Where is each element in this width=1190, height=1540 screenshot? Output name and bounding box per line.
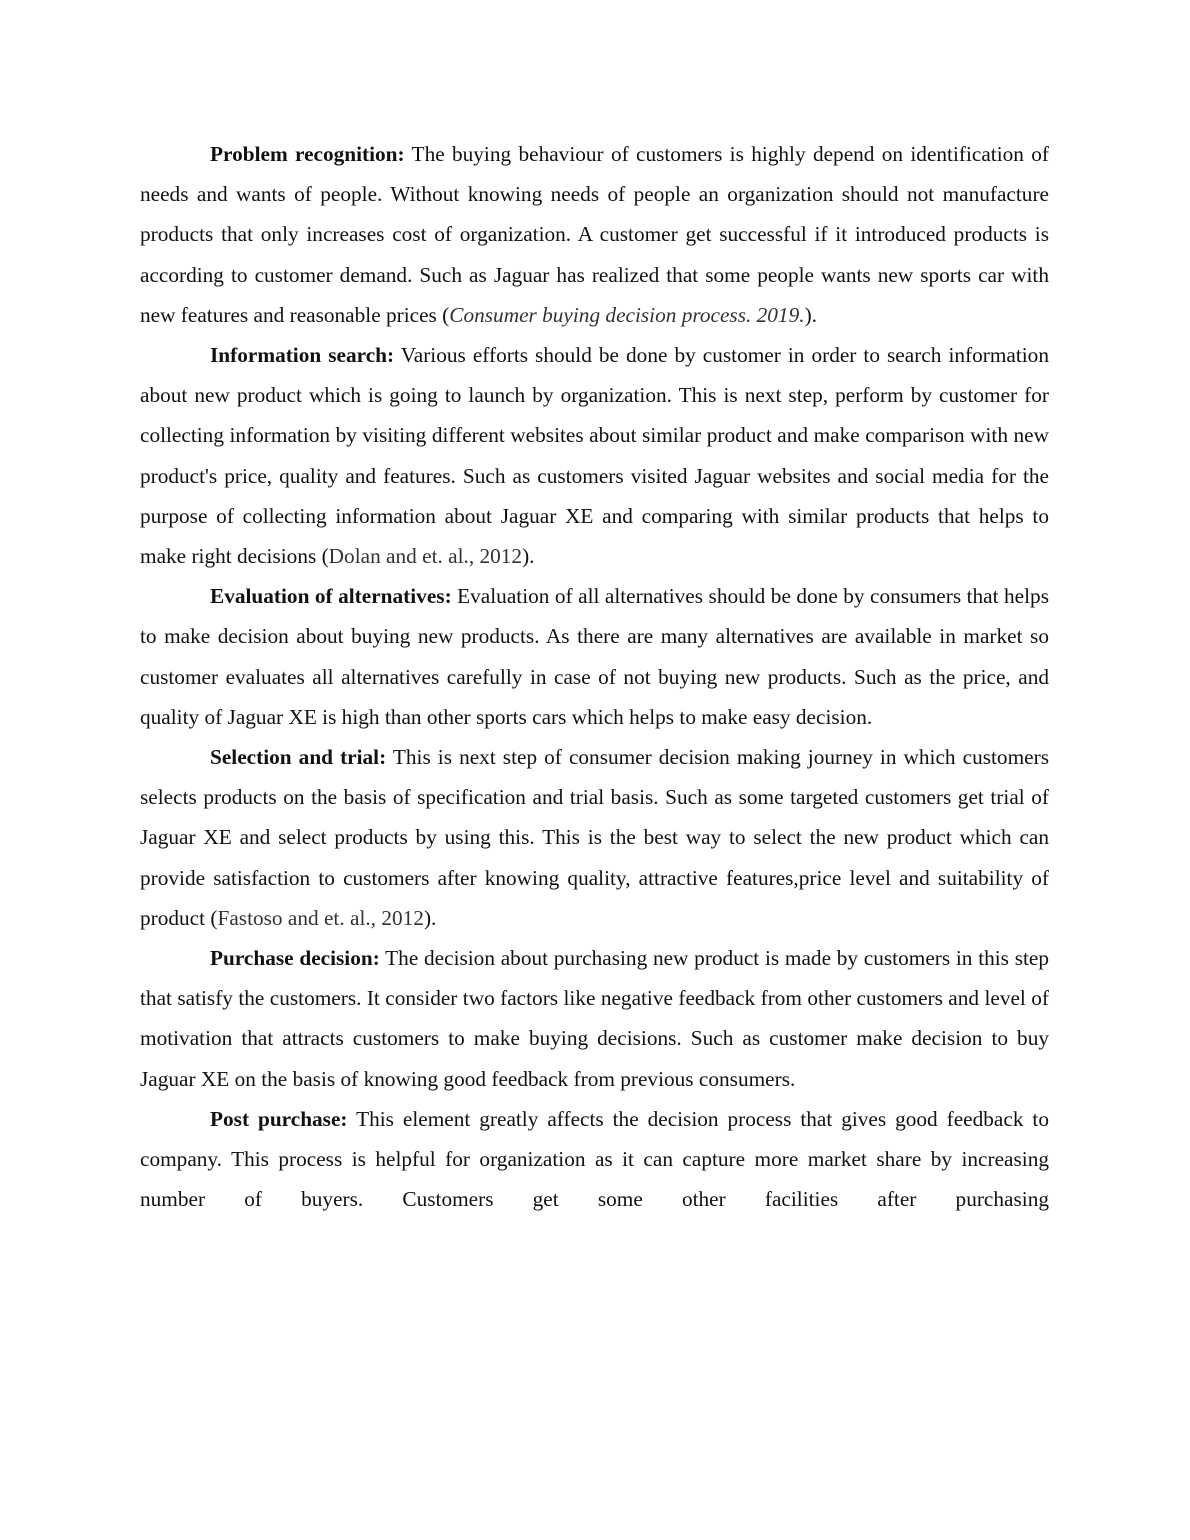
citation-close: ). — [423, 905, 437, 930]
paragraph-post-purchase — [140, 1099, 1049, 1220]
paragraph-information-search — [140, 335, 1049, 576]
paragraph-selection-and-trial — [140, 737, 1049, 938]
paragraph-problem-recognition — [140, 134, 1049, 335]
citation-consumer-buying: Consumer buying decision process. 2019. — [449, 302, 805, 327]
body-selection-and-trial: This is next step of consumer decision making journey in which customers selects products on the basis of specification and trial basis. Such as some targeted customers get trial of Jaguar XE and select products by using this. This is the best way to select the new product which can provide satisfaction to customers after knowing quality, attractive features,price level and suitability of product ( — [140, 745, 1049, 930]
body-evaluation-of-alternatives: Evaluation of all alternatives should be done by consumers that helps to make decision about buying new products. As there are many alternatives are available in market so customer evaluates all alternatives carefully in case of not buying new products. Such as the price, and quality of Jaguar XE is high than other sports cars which helps to make easy decision. — [140, 584, 1049, 729]
paragraph-evaluation-of-alternatives — [140, 576, 1049, 737]
heading-evaluation-of-alternatives: Evaluation of alternatives: — [210, 584, 452, 609]
heading-selection-and-trial: Selection and trial: — [210, 745, 387, 770]
heading-purchase-decision: Purchase decision: — [210, 946, 380, 971]
citation-dolan: Dolan and et. al., 2012 — [328, 544, 523, 569]
citation-fastoso: Fastoso and et. al., 2012 — [217, 905, 424, 930]
body-information-search: Various efforts should be done by customer in order to search information about new product which is going to launch by organization. This is next step, perform by customer for collecting information by visiting different websites about similar product and make comparison with new product's price, quality and features. Such as customers visited Jaguar websites and social media for the purpose of collecting information about Jaguar XE and comparing with similar products that helps to make right decisions ( — [140, 343, 1049, 569]
heading-information-search: Information search: — [210, 343, 395, 368]
heading-post-purchase: Post purchase: — [210, 1106, 348, 1131]
body-problem-recognition: The buying behaviour of customers is highly depend on identification of needs and wants of people. Without knowing needs of people an organization should not manufacture products that only increases cost of organization. A customer get successful if it introduced products is according to customer demand. Such as Jaguar has realized that some people wants new sports car with new features and reasonable prices ( — [140, 142, 1049, 327]
citation-close: ). — [522, 544, 535, 569]
body-post-purchase: This element greatly affects the decision process that gives good feedback to company. This process is helpful for organization as it can capture more market share by increasing number of buyers. Customers get some other facilities after purchasing — [140, 1106, 1049, 1212]
citation-close: ). — [804, 302, 817, 327]
heading-problem-recognition: Problem recognition: — [210, 142, 405, 166]
body-purchase-decision: The decision about purchasing new product is made by customers in this step that satisfy the customers. It consider two factors like negative feedback from other customers and level of motivation that attracts customers to make buying decisions. Such as customer make decision to buy Jaguar XE on the basis of knowing good feedback from previous consumers. — [140, 946, 1050, 1091]
paragraph-purchase-decision — [140, 938, 1049, 1099]
document-page — [140, 134, 1049, 1219]
